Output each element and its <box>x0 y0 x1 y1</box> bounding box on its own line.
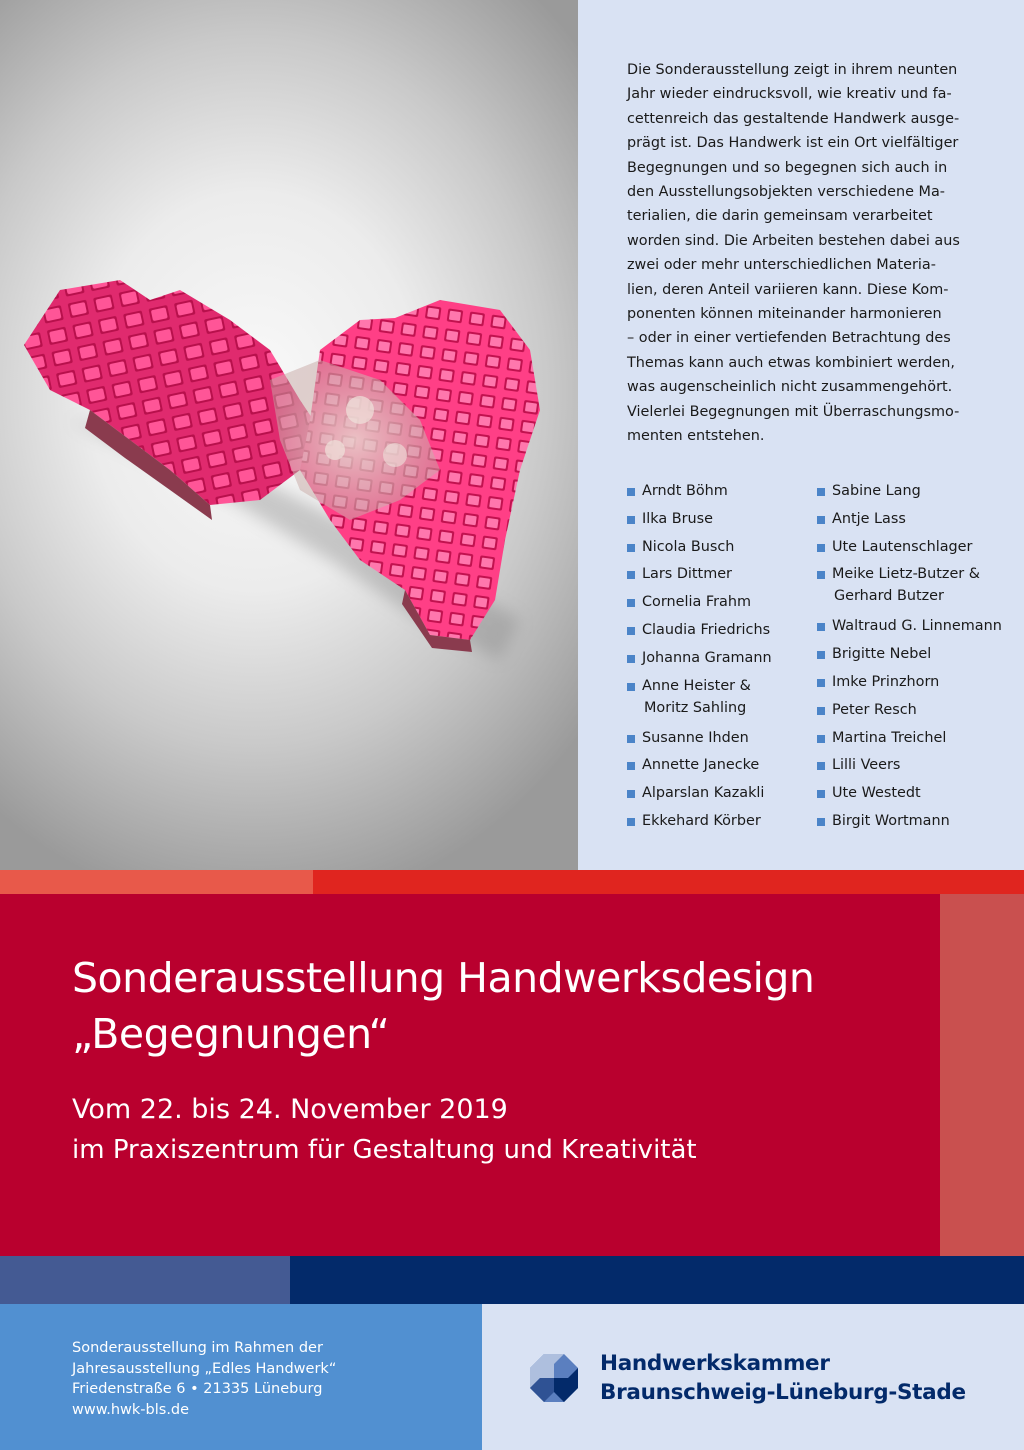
footer-address <box>72 1338 336 1420</box>
artist-name: Claudia Friedrichs <box>642 621 771 638</box>
organization-line-1: Handwerkskammer <box>600 1351 830 1376</box>
artist-name: Martina Treichel <box>832 729 947 746</box>
artist-list-item <box>627 727 817 755</box>
organization-line-2: Braunschweig-Lüneburg-Stade <box>600 1380 966 1405</box>
artist-name: Ute Lautenschlager <box>832 538 973 555</box>
accent-band-blue <box>0 1256 290 1304</box>
sculpture-illustration <box>0 0 578 870</box>
intro-line: worden sind. Die Arbeiten bestehen dabei aus <box>627 232 960 249</box>
headline <box>72 950 814 1170</box>
title-line-1: Sonderausstellung Handwerksdesign <box>72 954 815 1002</box>
artist-name: Lilli Veers <box>832 757 901 774</box>
sculpture-photo <box>0 0 578 870</box>
intro-line: – oder in einer vertiefenden Betrachtung des <box>627 330 951 347</box>
artist-name: Ute Westedt <box>832 785 921 802</box>
footer-line-2: Jahresausstellung „Edles Handwerk“ <box>72 1360 337 1377</box>
intro-line: zwei oder mehr unterschiedlichen Materia- <box>627 257 936 274</box>
artist-list-item <box>627 675 817 727</box>
intro-line: prägt ist. Das Handwerk ist ein Ort vielfältiger <box>627 135 959 152</box>
artist-name: Brigitte Nebel <box>832 646 932 663</box>
artist-list-item <box>627 782 817 810</box>
artist-list-item <box>627 536 817 564</box>
footer-address-line: Friedenstraße 6 • 21335 Lüneburg <box>72 1381 323 1397</box>
artist-list-item <box>817 699 1017 727</box>
intro-line: was augenscheinlich nicht zusammengehört. <box>627 379 953 396</box>
artist-list-item <box>627 480 817 508</box>
handwerkskammer-logo-icon <box>528 1352 580 1404</box>
artist-list-item <box>817 536 1017 564</box>
artist-list-item <box>627 619 817 647</box>
intro-line: Vielerlei Begegnungen mit Überraschungsmo- <box>627 403 960 420</box>
artist-list-item <box>627 810 817 838</box>
accent-band-navy <box>290 1256 1024 1304</box>
artist-name: Cornelia Frahm <box>642 594 751 611</box>
artist-name: Waltraud G. Linnemann <box>832 618 1002 635</box>
artist-name: Susanne Ihden <box>642 729 749 746</box>
artist-list-item <box>627 591 817 619</box>
artist-list-item <box>817 810 1017 838</box>
artist-list-item <box>817 643 1017 671</box>
artist-name: Antje Lass <box>832 510 906 527</box>
artist-list-item <box>817 480 1017 508</box>
artist-name: Anne Heister & <box>642 677 751 694</box>
intro-line: lien, deren Anteil variieren kann. Diese Kom- <box>627 281 949 298</box>
artist-list-item <box>817 508 1017 536</box>
intro-line: Begegnungen und so begegnen sich auch in <box>627 159 948 176</box>
accent-band-orange <box>0 870 313 894</box>
intro-text <box>627 58 983 449</box>
artist-list-item <box>817 615 1017 643</box>
artist-list-item <box>627 754 817 782</box>
artist-name: Alparslan Kazakli <box>642 785 765 802</box>
intro-line: den Ausstellungsobjekten verschiedene Ma- <box>627 184 945 201</box>
artist-list-item <box>627 563 817 591</box>
intro-line: Jahr wieder eindrucksvoll, wie kreativ und fa- <box>627 86 952 103</box>
artist-name: Peter Resch <box>832 701 917 718</box>
artist-list-item <box>817 671 1017 699</box>
artist-name: Imke Prinzhorn <box>832 673 940 690</box>
artist-list-right <box>817 480 1017 838</box>
artist-name: Ekkehard Körber <box>642 812 761 829</box>
artist-list-item <box>817 754 1017 782</box>
artist-name: Sabine Lang <box>832 483 921 499</box>
intro-line: terialien, die darin gemeinsam verarbeitet <box>627 208 933 225</box>
artist-list-left <box>627 480 817 838</box>
accent-band-red <box>313 870 1024 894</box>
accent-block-side <box>940 894 1024 1256</box>
intro-line: cettenreich das gestaltende Handwerk ausge- <box>627 110 960 127</box>
artist-name-continued: Moritz Sahling <box>644 699 747 716</box>
artist-name: Ilka Bruse <box>642 510 713 527</box>
intro-line: Themas kann auch etwas kombiniert werden, <box>627 354 955 371</box>
artist-name: Nicola Busch <box>642 538 735 555</box>
artist-name: Annette Janecke <box>642 757 760 774</box>
artist-name: Lars Dittmer <box>642 566 732 583</box>
event-date: Vom 22. bis 24. November 2019 <box>72 1094 508 1125</box>
intro-line: menten entstehen. <box>627 428 765 445</box>
title-line-2: „Begegnungen“ <box>72 1010 390 1058</box>
artist-name: Meike Lietz-Butzer & <box>832 566 981 583</box>
artist-name-continued: Gerhard Butzer <box>834 588 944 605</box>
intro-line: Die Sonderausstellung zeigt in ihrem neunten <box>627 62 958 78</box>
info-panel <box>578 0 1024 870</box>
footer-line-1: Sonderausstellung im Rahmen der <box>72 1340 323 1356</box>
event-venue: im Praxiszentrum für Gestaltung und Kreativität <box>72 1135 697 1165</box>
intro-line: ponenten können miteinander harmonieren <box>627 306 942 323</box>
artist-name: Arndt Böhm <box>642 483 728 499</box>
artist-list-item <box>817 727 1017 755</box>
artist-name: Birgit Wortmann <box>832 812 950 829</box>
artist-name: Johanna Gramann <box>642 649 772 666</box>
organization-name <box>600 1349 966 1407</box>
artist-list-item <box>627 647 817 675</box>
artist-list-item <box>817 563 1017 615</box>
footer-url-link[interactable]: www.hwk-bls.de <box>72 1401 190 1418</box>
artist-list-item <box>817 782 1017 810</box>
artist-list-item <box>627 508 817 536</box>
